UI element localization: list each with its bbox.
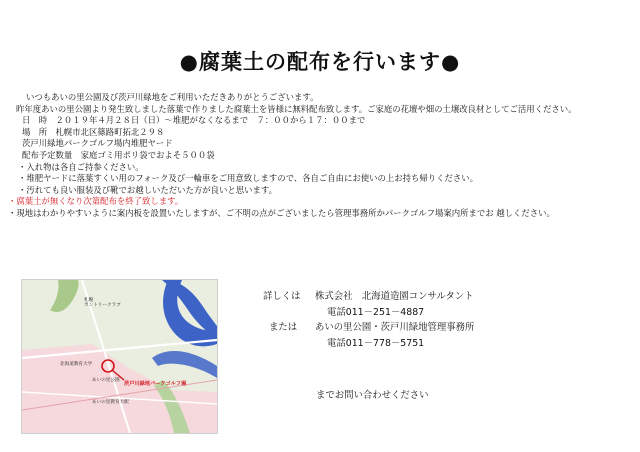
date-line: 日 時 ２０１９年４月２８日（日）～堆肥がなくなるまで ７：００から１７：００まで [22,115,366,126]
map-label-park: あいの里公園 [92,378,120,383]
quantity-line: 配布予定数量 家庭ゴミ用ポリ袋でおよそ５００袋 [22,149,215,160]
office-name: あいの里公園・茨戸川緑地管理事務所 [315,322,475,334]
closing-line: までお問い合わせください [316,390,429,401]
company-phone: 電話011－251－4887 [327,306,425,318]
intro-line: 昨年度あいの里公園より発生致しました落葉で作りました腐葉土を皆様に無料配布致します。ご家庭の花壇や畑の土壌改良材としてご活用ください。 [16,103,577,114]
announcement-body [8,92,632,220]
office-phone: 電話011－778－5751 [327,337,425,349]
note-signage: ・現地はわかりやすいように案内板を設置いたしますが、ご不明の点がございましたら管理事務所かパークゴルフ場案内所までお 越しください。 [8,207,555,218]
location-map [21,279,218,434]
contact-row-company-tel [263,305,623,321]
company-name: 株式会社 北海道造園コンサルタント [315,291,474,302]
or-label: または [269,322,298,334]
contact-row-office [263,320,623,336]
page-title: ●腐葉土の配布を行います● [179,50,461,74]
contact-row-company [263,289,623,305]
contact-block [263,289,623,351]
inquiry-label: 詳しくは [263,291,301,302]
map-label-target: 茨戸川緑地パークゴルフ場 [124,381,187,387]
contact-row-office-tel [263,336,623,352]
note-container: ・入れ物は各自ご持参ください。 [18,161,144,172]
place-sub-line: 茨戸川緑地パークゴルフ場内堆肥ヤード [22,138,173,149]
note-clothing: ・汚れても良い服装及び靴でお越しいただいた方が良いと思います。 [18,184,277,195]
note-tools: ・堆肥ヤードに落葉すくい用のフォーク及び一輪車をご用意致しますので、各自ご自由にお使いの上お持ち帰りください。 [18,173,479,184]
map-label-school: 北海道教育大学 [60,362,93,367]
end-notice: ・腐葉土が無くなり次第配布を終了致します。 [8,196,184,207]
place-line: 場 所 札幌市北区篠路町拓北２９８ [22,126,165,137]
greeting-line: いつもあいの里公園及び茨戸川緑地をご利用いただきありがとうございます。 [26,92,319,102]
map-label-station: あいの里教育大駅 [92,400,129,405]
map-label-golf: 札幌 カントリークラブ [84,298,121,308]
